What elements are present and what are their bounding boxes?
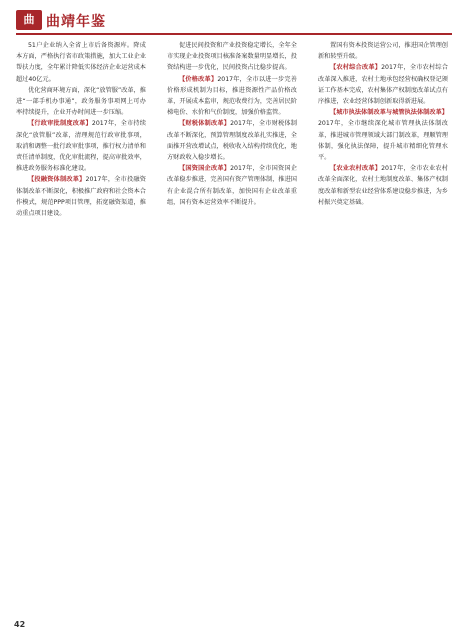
paragraph: 优化营商环境方面，深化“放管服”改革，推进“一部手机办事通”，政务服务事项网上可办率持续提升，企业开办时间进一步压缩。 [16,86,146,117]
paragraph: 【投融资体制改革】2017年，全市投融资体制改革不断深化，积极推广政府和社会资本合作模式，规范PPP项目管理，拓宽融资渠道，推动重点项目建设。 [16,176,146,218]
page-header [16,8,456,32]
section-heading: 【行政审批制度改革】 [28,120,92,128]
section-heading: 【投融资体制改革】 [28,176,86,184]
paragraph: 【财税体制改革】2017年，全市财税体制改革不断深化，预算管理制度改革扎实推进，全面推开营改增试点，税收收入结构持续优化，地方财政收入稳步增长。 [167,120,297,162]
section-heading: 【农业农村改革】 [330,165,382,173]
paragraph: 【价格改革】2017年，全市以进一步完善价格形成机制为目标，推进资源性产品价格改革，开展成本监审，规范收费行为，完善居民阶梯电价、水价和气价制度，加强价格监管。 [167,75,297,117]
paragraph: 促进民间投资和产业投资稳定增长，全年全市实现企业投资项目核准备案数量明显增长，投资结构进一步优化，民间投资占比稳步提高。 [167,42,297,72]
paragraph: 51户企业纳入全省上市后备资源库。降成本方面，严格执行省市政策措施，加大工业企业帮扶力度，全年累计降低实体经济企业运营成本超过40亿元。 [16,42,146,83]
section-heading: 【财税体制改革】 [179,120,231,128]
paragraph: 【农业农村改革】2017年，全市农业农村改革全面深化，农村土地制度改革、集体产权制度改革和新型农业经营体系建设稳步推进，为乡村振兴奠定基础。 [318,165,448,206]
text-column-1 [16,40,146,618]
paragraph: 【国资国企改革】2017年，全市国资国企改革稳步推进，完善国有资产管理体制，推进国有企业混合所有制改革，加快国有企业改革重组，国有资本运营效率不断提升。 [167,165,297,206]
section-heading: 【城市执法体制改革与城管执法体制改革】 [330,109,448,117]
paragraph: 【城市执法体制改革与城管执法体制改革】2017年，全市继续深化城市管理执法体制改革，推进城市管理领域大部门制改革，理顺管理体制，强化执法保障，提升城市精细化管理水平。 [318,109,448,162]
section-heading: 【农村综合改革】 [330,64,382,72]
section-heading: 【价格改革】 [179,75,218,83]
yearbook-logo: 曲 [16,10,42,30]
paragraph: 【农村综合改革】2017年，全市农村综合改革深入推进，农村土地承包经营权确权登记颁证工作基本完成，农村集体产权制度改革试点有序推进，农业经营体制创新取得新进展。 [318,64,448,106]
text-column-3 [318,40,448,618]
header-divider [16,33,452,35]
section-heading: 【国资国企改革】 [179,165,231,173]
yearbook-title: 曲靖年鉴 [46,14,106,30]
paragraph: 【行政审批制度改革】2017年，全市持续深化“放管服”改革，清理规范行政审批事项，取消和调整一批行政审批事项，推行权力清单和责任清单制度，优化审批流程，提高审批效率，推进政务服务标准化建设。 [16,120,146,173]
page-number: 42 [14,620,26,629]
text-column-2 [167,40,297,618]
paragraph: 置国有资本投资运营公司，推进国企管理创新和转型升级。 [318,42,448,61]
